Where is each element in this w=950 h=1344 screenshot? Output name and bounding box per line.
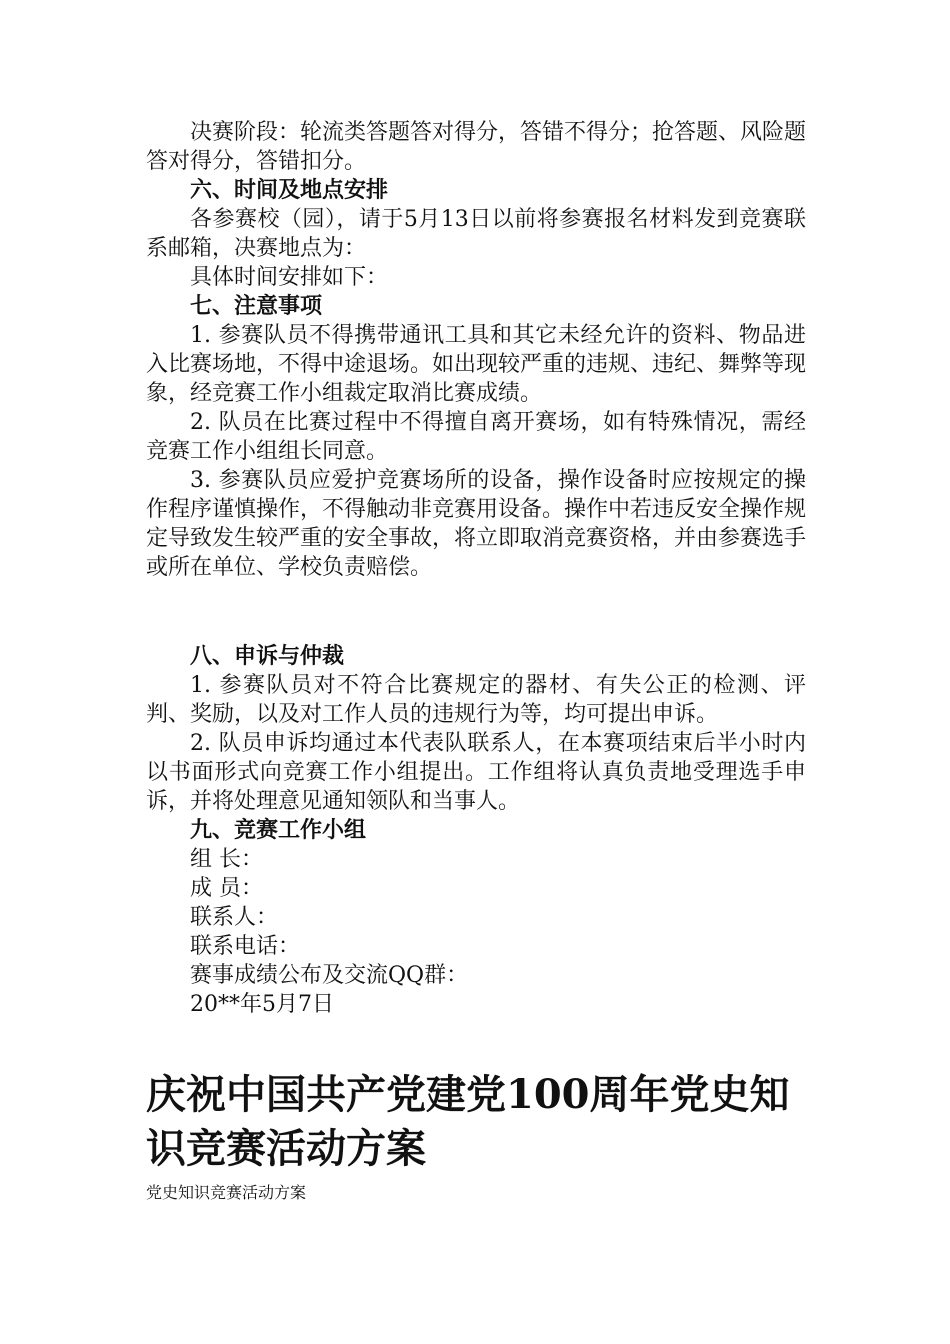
paragraph-note-3: 3. 参赛队员应爱护竞赛场所的设备，操作设备时应按规定的操作程序谨慎操作，不得触动非竞赛用设备。操作中若违反安全操作规定导致发生较严重的安全事故，将立即取消竞赛资格，并由参赛选手或所在单位、学校负责赔偿。 (146, 468, 807, 580)
field-qq-group: 赛事成绩公布及交流QQ群： (190, 963, 469, 988)
field-members: 成 员： (190, 876, 263, 901)
paragraph-final-stage-rules: 决赛阶段：轮流类答题答对得分，答错不得分；抢答题、风险题答对得分，答错扣分。 (146, 120, 807, 174)
field-contact-person: 联系人： (190, 905, 279, 930)
paragraph-registration: 各参赛校（园），请于5月13日以前将参赛报名材料发到竞赛联系邮箱，决赛地点为： (146, 207, 806, 261)
paragraph-appeal-1: 1. 参赛队员对不符合比赛规定的器材、有失公正的检测、评判、奖励，以及对工作人员的违规行为等，均可提出申诉。 (146, 673, 806, 727)
paragraph-appeal-2: 2. 队员申诉均通过本代表队联系人，在本赛项结束后半小时内以书面形式向竞赛工作小组提出。工作组将认真负责地受理选手申诉，并将处理意见通知领队和当事人。 (146, 731, 806, 814)
paragraph-note-2: 2. 队员在比赛过程中不得擅自离开赛场，如有特殊情况，需经竞赛工作小组组长同意。 (146, 410, 806, 464)
next-document-subtitle: 党史知识竞赛活动方案 (146, 1183, 307, 1202)
heading-working-group: 九、竞赛工作小组 (190, 817, 367, 843)
document-date: 20**年5月7日 (190, 992, 334, 1017)
heading-time-location: 六、时间及地点安排 (190, 177, 389, 203)
upper-section (146, 118, 806, 582)
next-document-title: 庆祝中国共产党建党100周年党史知识竞赛活动方案 (146, 1071, 790, 1172)
appeal-section (146, 642, 806, 1019)
heading-notes: 七、注意事项 (190, 293, 323, 319)
heading-appeal: 八、申诉与仲裁 (190, 643, 345, 669)
paragraph-note-1: 1. 参赛队员不得携带通讯工具和其它未经允许的资料、物品进入比赛场地，不得中途退场。如出现较严重的违规、违纪、舞弊等现象，经竞赛工作小组裁定取消比赛成绩。 (146, 323, 807, 406)
field-contact-phone: 联系电话： (190, 934, 301, 959)
paragraph-schedule: 具体时间安排如下： (190, 265, 389, 290)
field-leader: 组 长： (190, 847, 263, 872)
